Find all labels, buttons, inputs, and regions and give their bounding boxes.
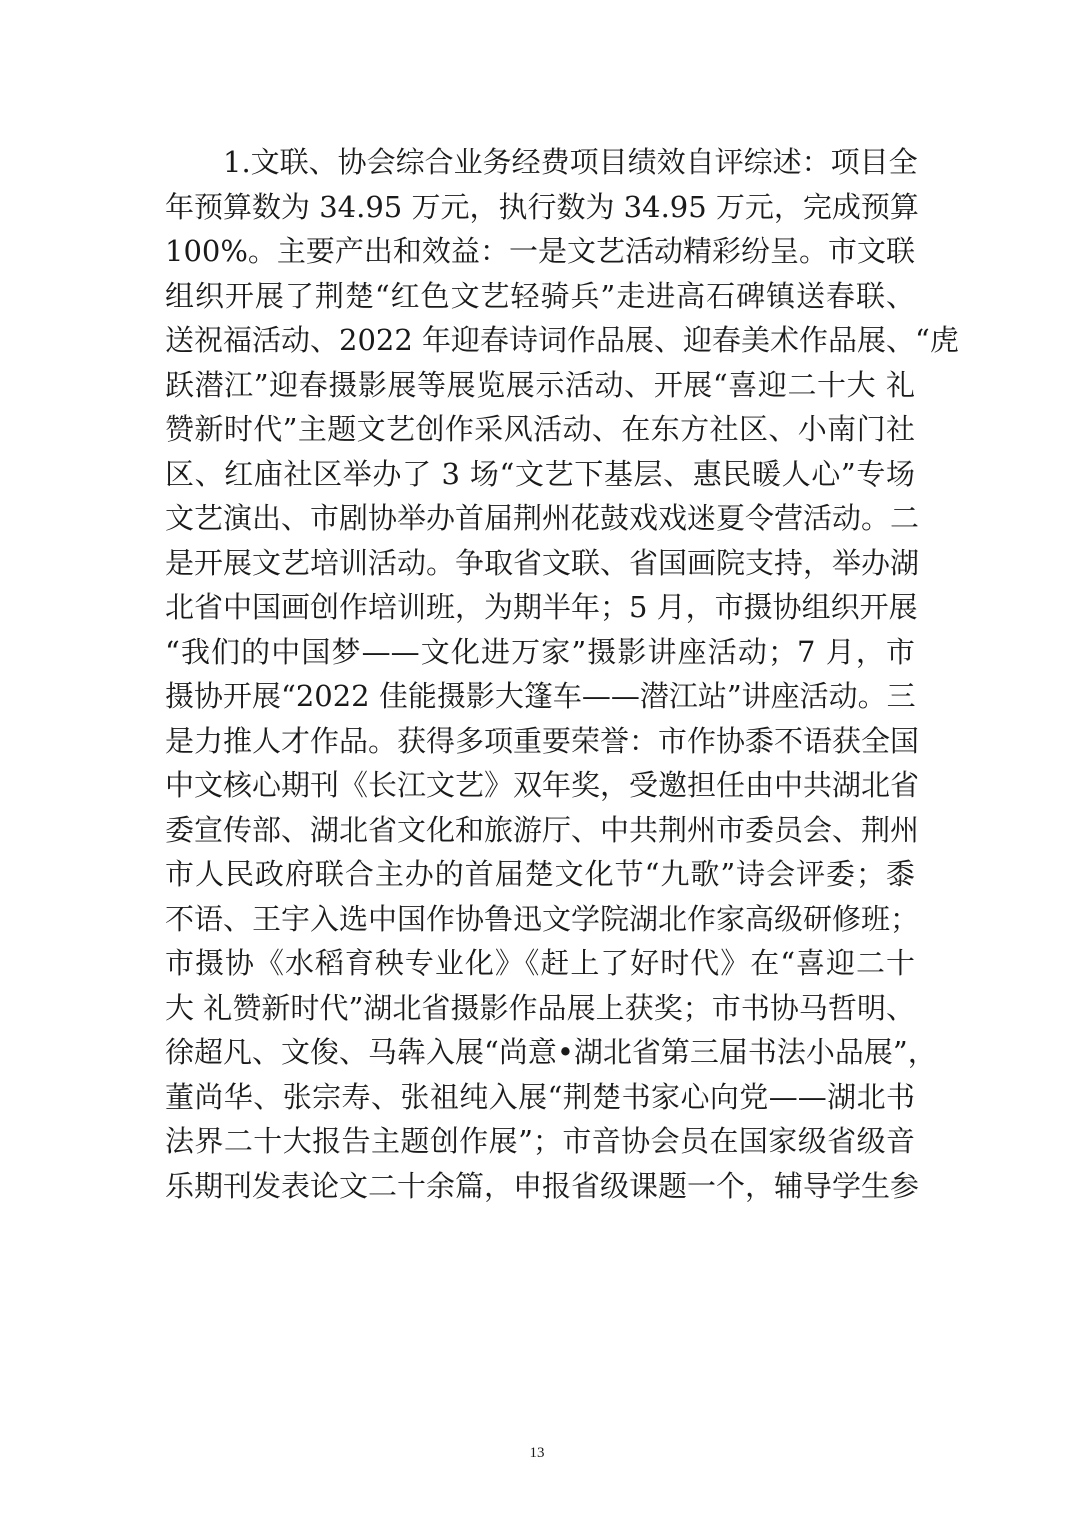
page-number: 13 [529, 1445, 545, 1461]
text-line: 徐超凡、文俊、马犇入展“尚意•湖北省第三届书法小品展”， [165, 1035, 937, 1069]
text-line: 组织开展了荆楚“红色文艺轻骑兵”走进高石碑镇送春联、 [165, 278, 915, 313]
text-line: 北省中国画创作培训班，为期半年；5 月，市摄协组织开展 [165, 590, 918, 624]
text-line: 跃潜江”迎春摄影展等展览展示活动、开展“喜迎二十大 礼 [165, 367, 915, 402]
text-line: 摄协开展“2022 佳能摄影大篷车——潜江站”讲座活动。三 [165, 679, 916, 713]
text-line: 是力推人才作品。获得多项重要荣誉：市作协黍不语获全国 [165, 723, 920, 758]
text-line: 100%。主要产出和效益：一是文艺活动精彩纷呈。市文联 [165, 234, 915, 268]
text-line: 中文核心期刊《长江文艺》双年奖，受邀担任由中共湖北省 [165, 768, 920, 802]
text-line: 年预算数为 34.95 万元，执行数为 34.95 万元，完成预算 [165, 189, 919, 224]
text-line: 董尚华、张宗寿、张祖纯入展“荆楚书家心向党——湖北书 [165, 1079, 915, 1114]
text-line: “我们的中国梦——文化进万家”摄影讲座活动；7 月，市 [165, 634, 915, 669]
text-line: 赞新时代”主题文艺创作采风活动、在东方社区、小南门社 [165, 412, 915, 446]
text-line: 送祝福活动、2022 年迎春诗词作品展、迎春美术作品展、“虎 [165, 323, 959, 357]
text-line: 大 礼赞新时代”湖北省摄影作品展上获奖；市书协马哲明、 [165, 990, 915, 1025]
text-line: 1.文联、协会综合业务经费项目绩效自评综述：项目全 [223, 145, 918, 179]
text-line: 法界二十大报告主题创作展”；市音协会员在国家级省级音 [165, 1124, 915, 1158]
text-line: 市人民政府联合主办的首届楚文化节“九歌”诗会评委；黍 [165, 857, 915, 891]
text-line: 区、红庙社区举办了 3 场“文艺下基层、惠民暖人心”专场 [165, 456, 915, 491]
text-line: 市摄协《水稻育秧专业化》《赶上了好时代》在“喜迎二十 [165, 946, 915, 980]
text-line: 文艺演出、市剧协举办首届荆州花鼓戏戏迷夏令营活动。二 [165, 501, 920, 535]
text-line: 乐期刊发表论文二十余篇，申报省级课题一个，辅导学生参 [165, 1168, 920, 1203]
body-paragraph [165, 140, 959, 1208]
text-line: 是开展文艺培训活动。争取省文联、省国画院支持，举办湖 [165, 545, 920, 580]
text-line: 不语、王宇入选中国作协鲁迅文学院湖北作家高级研修班； [165, 901, 920, 936]
text-line: 委宣传部、湖北省文化和旅游厅、中共荆州市委员会、荆州 [165, 812, 920, 847]
